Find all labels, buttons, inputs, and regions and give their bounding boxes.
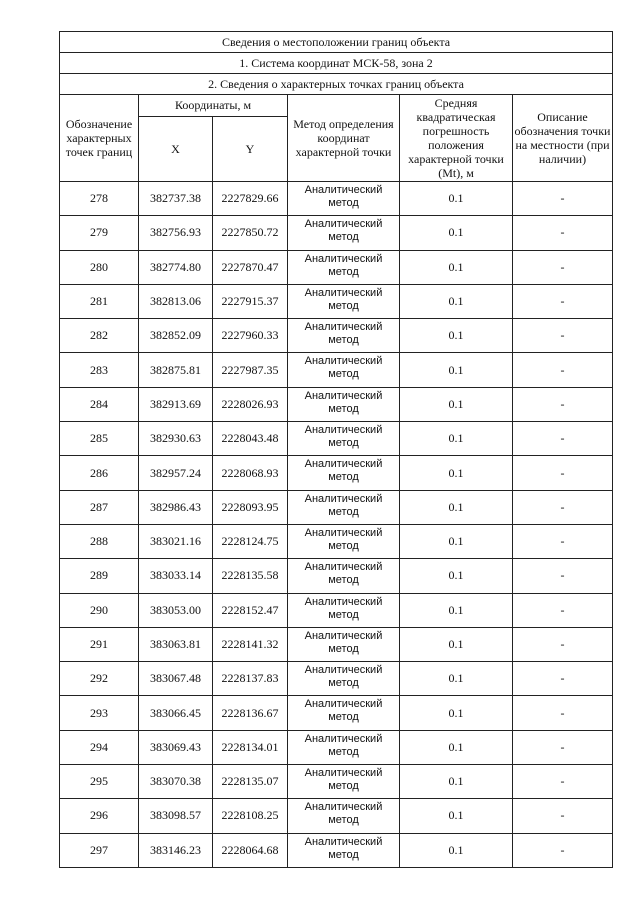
method-line-1: Аналитический: [304, 286, 383, 299]
header-y: Y: [213, 117, 288, 182]
method-line-2: метод: [328, 711, 359, 724]
method-cell: [288, 490, 400, 524]
table-row: [60, 593, 613, 627]
method-line-2: метод: [328, 814, 359, 827]
method-line-2: метод: [328, 299, 359, 312]
coord-x-cell: 383063.81: [139, 627, 213, 661]
method-cell: [288, 387, 400, 421]
mt-cell: 0.1: [400, 182, 513, 216]
coord-x-cell: 382852.09: [139, 319, 213, 353]
mt-cell: 0.1: [400, 833, 513, 867]
mt-cell: 0.1: [400, 627, 513, 661]
method-line-1: Аналитический: [304, 595, 383, 608]
table-row: [60, 730, 613, 764]
coord-x-cell: 382813.06: [139, 284, 213, 318]
description-cell: -: [513, 490, 613, 524]
table-row: [60, 182, 613, 216]
coord-y-cell: 2228152.47: [213, 593, 288, 627]
method-line-1: Аналитический: [304, 629, 383, 642]
method-line-1: Аналитический: [304, 321, 383, 334]
point-number-cell: 279: [60, 216, 139, 250]
coord-y-cell: 2227870.47: [213, 250, 288, 284]
table-row: [60, 250, 613, 284]
description-cell: -: [513, 730, 613, 764]
method-line-1: Аналитический: [304, 355, 383, 368]
title-row: [60, 32, 613, 53]
mt-cell: 0.1: [400, 559, 513, 593]
method-line-2: метод: [328, 437, 359, 450]
boundary-points-table: [59, 31, 613, 868]
method-cell: [288, 696, 400, 730]
coord-x-cell: 383069.43: [139, 730, 213, 764]
mt-cell: 0.1: [400, 250, 513, 284]
method-line-1: Аналитический: [304, 767, 383, 780]
method-cell: [288, 662, 400, 696]
header-row-1: [60, 95, 613, 117]
method-line-2: метод: [328, 197, 359, 209]
method-cell: [288, 216, 400, 250]
coord-x-cell: 382875.81: [139, 353, 213, 387]
description-cell: -: [513, 662, 613, 696]
point-number-cell: 294: [60, 730, 139, 764]
coord-x-cell: 383021.16: [139, 524, 213, 558]
method-line-2: метод: [328, 505, 359, 518]
description-cell: -: [513, 353, 613, 387]
table-row: [60, 216, 613, 250]
method-line-1: Аналитический: [304, 801, 383, 814]
table-row: [60, 662, 613, 696]
point-number-cell: 295: [60, 765, 139, 799]
description-cell: -: [513, 799, 613, 833]
coord-y-cell: 2228108.25: [213, 799, 288, 833]
coord-y-cell: 2228136.67: [213, 696, 288, 730]
coord-y-cell: 2228134.01: [213, 730, 288, 764]
coord-x-cell: 383070.38: [139, 765, 213, 799]
coord-y-cell: 2228135.07: [213, 765, 288, 799]
method-line-1: Аналитический: [304, 389, 383, 402]
point-number-cell: 281: [60, 284, 139, 318]
coord-x-cell: 383098.57: [139, 799, 213, 833]
method-line-1: Аналитический: [304, 252, 383, 265]
method-cell: [288, 593, 400, 627]
table-row: [60, 490, 613, 524]
mt-cell: 0.1: [400, 284, 513, 318]
point-number-cell: 285: [60, 422, 139, 456]
point-number-cell: 286: [60, 456, 139, 490]
description-cell: -: [513, 559, 613, 593]
method-line-2: метод: [328, 231, 359, 244]
description-cell: -: [513, 456, 613, 490]
method-line-2: метод: [328, 334, 359, 347]
method-line-2: метод: [328, 745, 359, 758]
coord-x-cell: 382913.69: [139, 387, 213, 421]
coord-y-cell: 2227915.37: [213, 284, 288, 318]
point-number-cell: 293: [60, 696, 139, 730]
method-cell: [288, 456, 400, 490]
method-line-1: Аналитический: [304, 424, 383, 437]
coord-x-cell: 382774.80: [139, 250, 213, 284]
method-line-2: метод: [328, 677, 359, 690]
method-cell: [288, 353, 400, 387]
mt-cell: 0.1: [400, 456, 513, 490]
description-cell: -: [513, 387, 613, 421]
point-number-cell: 284: [60, 387, 139, 421]
description-cell: -: [513, 696, 613, 730]
mt-cell: 0.1: [400, 662, 513, 696]
method-cell: [288, 730, 400, 764]
table-row: [60, 387, 613, 421]
method-line-2: метод: [328, 471, 359, 484]
method-line-1: Аналитический: [304, 698, 383, 711]
description-cell: -: [513, 593, 613, 627]
coord-x-cell: 383067.48: [139, 662, 213, 696]
method-cell: [288, 319, 400, 353]
point-number-cell: 297: [60, 833, 139, 867]
mt-cell: 0.1: [400, 387, 513, 421]
coord-y-cell: 2228124.75: [213, 524, 288, 558]
coord-y-cell: 2227987.35: [213, 353, 288, 387]
mt-cell: 0.1: [400, 422, 513, 456]
mt-cell: 0.1: [400, 799, 513, 833]
table-row: [60, 627, 613, 661]
document-title: Сведения о местоположении границ объекта: [60, 32, 613, 53]
method-line-1: Аналитический: [304, 526, 383, 539]
coord-y-cell: 2227960.33: [213, 319, 288, 353]
description-cell: -: [513, 524, 613, 558]
point-number-cell: 287: [60, 490, 139, 524]
mt-cell: 0.1: [400, 765, 513, 799]
method-cell: [288, 422, 400, 456]
description-cell: -: [513, 627, 613, 661]
coord-y-cell: 2228135.58: [213, 559, 288, 593]
coord-x-cell: 383066.45: [139, 696, 213, 730]
table-row: [60, 799, 613, 833]
coord-y-cell: 2228093.95: [213, 490, 288, 524]
mt-cell: 0.1: [400, 319, 513, 353]
mt-cell: 0.1: [400, 730, 513, 764]
coord-x-cell: 382986.43: [139, 490, 213, 524]
description-cell: -: [513, 216, 613, 250]
method-cell: [288, 833, 400, 867]
method-line-2: метод: [328, 368, 359, 381]
point-number-cell: 290: [60, 593, 139, 627]
point-number-cell: 280: [60, 250, 139, 284]
method-line-1: Аналитический: [304, 732, 383, 745]
method-line-1: Аналитический: [304, 184, 383, 196]
method-line-2: метод: [328, 539, 359, 552]
header-coordinates: Координаты, м: [139, 95, 288, 117]
method-line-2: метод: [328, 780, 359, 793]
method-line-2: метод: [328, 608, 359, 621]
method-line-1: Аналитический: [304, 561, 383, 574]
table-row: [60, 559, 613, 593]
method-cell: [288, 627, 400, 661]
header-error: Средняя квадратическая погрешность положения характерной точки (Mt), м: [400, 95, 513, 182]
method-line-1: Аналитический: [304, 218, 383, 231]
method-cell: [288, 182, 400, 216]
coord-x-cell: 383146.23: [139, 833, 213, 867]
table-row: [60, 319, 613, 353]
table-row: [60, 765, 613, 799]
table-row: [60, 524, 613, 558]
coord-y-cell: 2227850.72: [213, 216, 288, 250]
coord-x-cell: 383033.14: [139, 559, 213, 593]
coordinate-system: 1. Система координат МСК-58, зона 2: [60, 53, 613, 74]
coord-y-cell: 2228141.32: [213, 627, 288, 661]
coordinate-system-row: [60, 53, 613, 74]
point-number-cell: 292: [60, 662, 139, 696]
mt-cell: 0.1: [400, 593, 513, 627]
method-cell: [288, 559, 400, 593]
point-number-cell: 282: [60, 319, 139, 353]
table-row: [60, 696, 613, 730]
header-description: Описание обозначения точки на местности (при наличии): [513, 95, 613, 182]
point-number-cell: 283: [60, 353, 139, 387]
section-row: [60, 74, 613, 95]
description-cell: -: [513, 833, 613, 867]
method-line-1: Аналитический: [304, 664, 383, 677]
description-cell: -: [513, 250, 613, 284]
mt-cell: 0.1: [400, 490, 513, 524]
header-x: X: [139, 117, 213, 182]
coord-y-cell: 2228026.93: [213, 387, 288, 421]
coord-x-cell: 382930.63: [139, 422, 213, 456]
header-point: Обозначение характерных точек границ: [60, 95, 139, 182]
coord-x-cell: 382756.93: [139, 216, 213, 250]
coord-x-cell: 382737.38: [139, 182, 213, 216]
method-line-1: Аналитический: [304, 835, 383, 848]
table-row: [60, 284, 613, 318]
coord-y-cell: 2228137.83: [213, 662, 288, 696]
table-row: [60, 456, 613, 490]
method-line-2: метод: [328, 402, 359, 415]
section-title: 2. Сведения о характерных точках границ объекта: [60, 74, 613, 95]
description-cell: -: [513, 765, 613, 799]
table-row: [60, 422, 613, 456]
method-cell: [288, 524, 400, 558]
header-method: Метод определения координат характерной точки: [288, 95, 400, 182]
coord-y-cell: 2227829.66: [213, 182, 288, 216]
method-line-1: Аналитический: [304, 492, 383, 505]
point-number-cell: 296: [60, 799, 139, 833]
description-cell: -: [513, 284, 613, 318]
point-number-cell: 278: [60, 182, 139, 216]
mt-cell: 0.1: [400, 524, 513, 558]
mt-cell: 0.1: [400, 216, 513, 250]
mt-cell: 0.1: [400, 353, 513, 387]
description-cell: -: [513, 422, 613, 456]
point-number-cell: 288: [60, 524, 139, 558]
method-line-2: метод: [328, 265, 359, 278]
coord-y-cell: 2228043.48: [213, 422, 288, 456]
method-cell: [288, 250, 400, 284]
coord-x-cell: 382957.24: [139, 456, 213, 490]
table-row: [60, 833, 613, 867]
mt-cell: 0.1: [400, 696, 513, 730]
coord-y-cell: 2228064.68: [213, 833, 288, 867]
point-number-cell: 289: [60, 559, 139, 593]
method-cell: [288, 765, 400, 799]
description-cell: -: [513, 319, 613, 353]
coord-y-cell: 2228068.93: [213, 456, 288, 490]
description-cell: -: [513, 182, 613, 216]
point-number-cell: 291: [60, 627, 139, 661]
method-line-1: Аналитический: [304, 458, 383, 471]
method-line-2: метод: [328, 574, 359, 587]
table-row: [60, 353, 613, 387]
method-cell: [288, 284, 400, 318]
method-line-2: метод: [328, 642, 359, 655]
coord-x-cell: 383053.00: [139, 593, 213, 627]
method-line-2: метод: [328, 848, 359, 861]
method-cell: [288, 799, 400, 833]
data-rows: [60, 182, 613, 868]
